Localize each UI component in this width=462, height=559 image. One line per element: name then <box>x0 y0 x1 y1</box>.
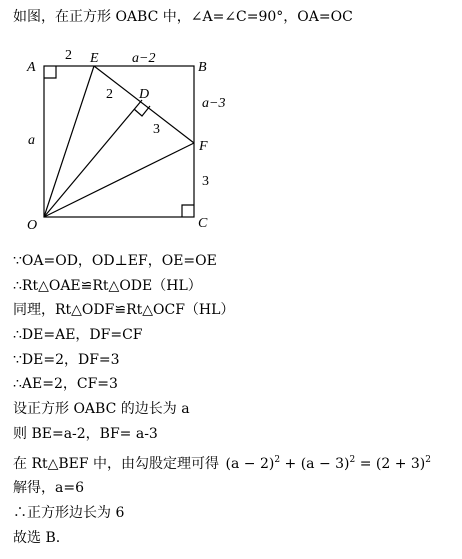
right-angle-mark-c <box>182 205 194 217</box>
proof-line-2: ∴Rt△OAE≌Rt△ODE（HL） <box>13 278 202 294</box>
segment-oe <box>44 66 94 217</box>
problem-header: 如图，在正方形 OABC 中，∠A=∠C=90°，OA=OC <box>13 9 353 25</box>
label-d: D <box>139 87 150 102</box>
label-b: B <box>198 60 207 75</box>
proof-line-1: ∵OA=OD，OD⊥EF，OE=OE <box>13 253 217 269</box>
proof-line-4: ∴DE=AE，DF=CF <box>13 327 143 343</box>
segment-od <box>44 100 142 217</box>
segment-label-df: 3 <box>153 122 160 137</box>
segment-of <box>44 143 194 217</box>
proof-line-12: 故选 B. <box>13 530 61 546</box>
segment-label-oa: a <box>28 133 35 148</box>
square-oabc <box>44 66 194 217</box>
segment-ef <box>94 66 194 143</box>
label-a: A <box>27 60 36 75</box>
proof-line-11: ∴正方形边长为 6 <box>13 505 125 521</box>
segment-label-eb: a−2 <box>132 51 156 66</box>
segment-label-bf: a−3 <box>202 96 226 111</box>
proof-line-6: ∴AE=2，CF=3 <box>13 376 118 392</box>
proof-line-9 <box>13 450 431 474</box>
pythagoras-equation: $(a - 2)^2 + (a - 3)^2 = (2 + 3)^2$ <box>225 455 431 472</box>
segment-label-ae: 2 <box>65 48 72 63</box>
label-c: C <box>198 216 208 231</box>
label-e: E <box>90 51 99 66</box>
segment-label-fc: 3 <box>202 174 209 189</box>
proof-line-5: ∵DE=2，DF=3 <box>13 352 120 368</box>
proof-line-8: 则 BE=a-2，BF= a-3 <box>13 426 158 442</box>
proof-line-7: 设正方形 OABC 的边长为 a <box>13 401 190 417</box>
label-f: F <box>199 139 208 154</box>
proof-line-3: 同理，Rt△ODF≌Rt△OCF（HL） <box>13 302 235 318</box>
right-angle-mark-a <box>44 66 56 78</box>
proof-line-10: 解得，a=6 <box>13 480 84 496</box>
segment-label-ed: 2 <box>106 87 113 102</box>
pythagoras-text: 在 Rt△BEF 中，由勾股定理可得 <box>13 456 220 472</box>
label-o: O <box>27 218 38 233</box>
